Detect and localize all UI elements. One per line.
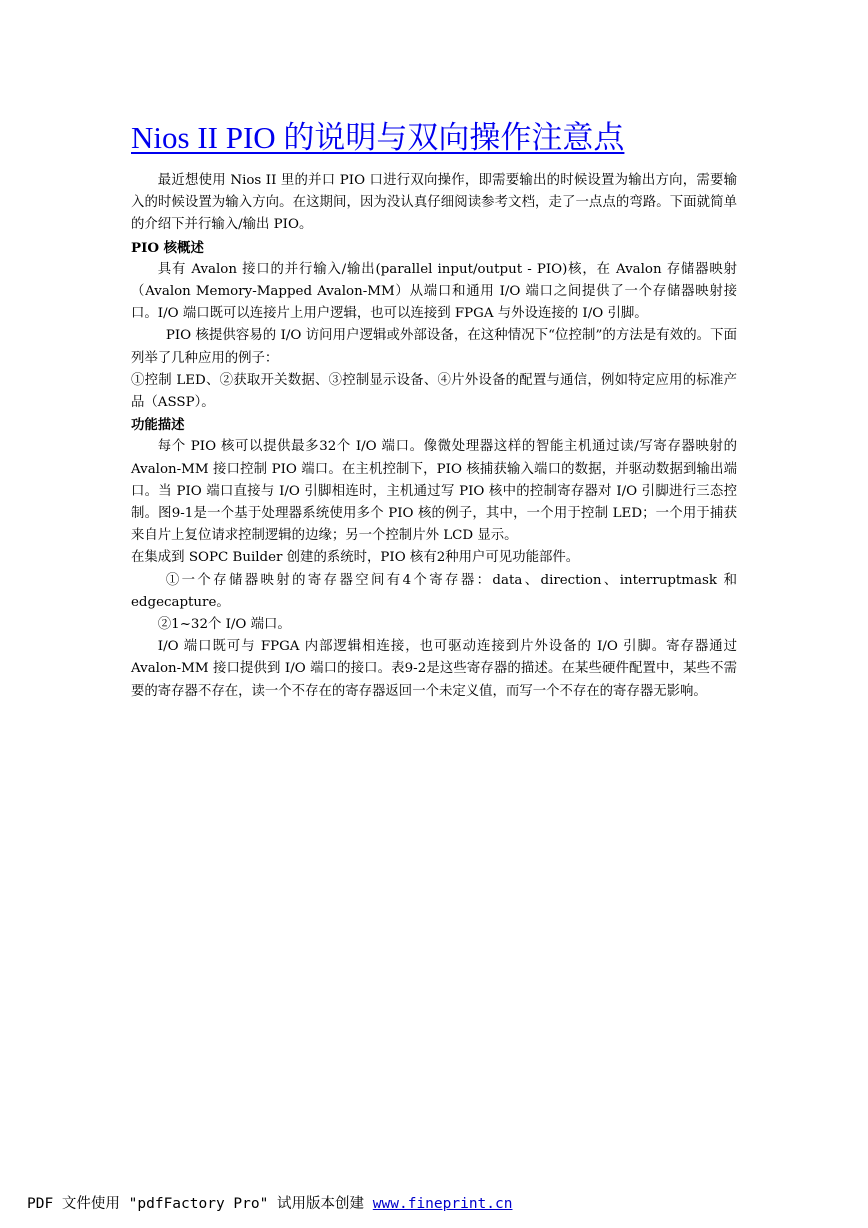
paragraph-avalon-interface: 具有 Avalon 接口的并行输入/输出(parallel input/output - PIO)核，在 Avalon 存储器映射（Avalon Memory-Mapped Avalon-MM）从端口和通用 I/O 端口之间提供了一个存储器映射接口。I/O 端口既可以连接片上用户逻辑，也可以连接到 FPGA 与外设连接的 I/O 引脚。 — [131, 261, 737, 322]
paragraph-application-examples: ①控制 LED、②获取开关数据、③控制显示设备、④片外设备的配置与通信，例如特定应用的标准产品（ASSP）。 — [131, 372, 737, 411]
document-body — [131, 118, 737, 703]
paragraph-port-count: ②1~32个 I/O 端口。 — [157, 617, 291, 633]
section-heading-pio-overview: PIO 核概述 — [131, 239, 204, 256]
section-heading-function: 功能描述 — [131, 417, 185, 434]
document-title[interactable]: Nios II PIO 的说明与双向操作注意点 — [131, 120, 625, 155]
paragraph-register-description: I/O 端口既可与 FPGA 内部逻辑相连接，也可驱动连接到片外设备的 I/O 引脚。寄存器通过 Avalon-MM 接口提供到 I/O 端口的接口。表9-2是这些寄存器的描述。在某些硬件配置中，某些不需要的寄存器不存在，读一个不存在的寄存器返回一个未定义值，而写一个不存在的寄存器无影响。 — [131, 639, 737, 699]
footer-text: PDF 文件使用 "pdfFactory Pro" 试用版本创建 — [27, 1196, 373, 1212]
paragraph-sopc-builder: 在集成到 SOPC Builder 创建的系统时，PIO 核有2种用户可见功能部件。 — [131, 550, 580, 566]
intro-paragraph: 最近想使用 Nios II 里的并口 PIO 口进行双向操作，即需要输出的时候设置为输出方向，需要输入的时候设置为输入方向。在这期间，因为没认真仔细阅读参考文档，走了一点点的弯路。下面就简单的介绍下并行输入/输出 PIO。 — [131, 173, 737, 233]
footer-link[interactable]: www.fineprint.cn — [372, 1196, 513, 1212]
paragraph-bit-control: PIO 核提供容易的 I/O 访问用户逻辑或外部设备，在这种情况下“位控制”的方法是有效的。下面列举了几种应用的例子： — [131, 328, 737, 366]
paragraph-register-space: ①一个存储器映射的寄存器空间有4个寄存器：data、direction、interruptmask 和 edgecapture。 — [131, 572, 737, 610]
pdf-footer — [27, 1192, 512, 1216]
paragraph-io-ports: 每个 PIO 核可以提供最多32个 I/O 端口。像微处理器这样的智能主机通过读/写寄存器映射的 Avalon-MM 接口控制 PIO 端口。在主机控制下，PIO 核捕获输入端口的数据，并驱动数据到输出端口。当 PIO 端口直接与 I/O 引脚相连时，主机通过写 PIO 核中的控制寄存器对 I/O 引脚进行三态控制。图9-1是一个基于处理器系统使用多个 PIO 核的例子，其中，一个用于控制 LED；一个用于捕获来自片上复位请求控制逻辑的边缘；另一个控制片外 LCD 显示。 — [131, 439, 737, 544]
